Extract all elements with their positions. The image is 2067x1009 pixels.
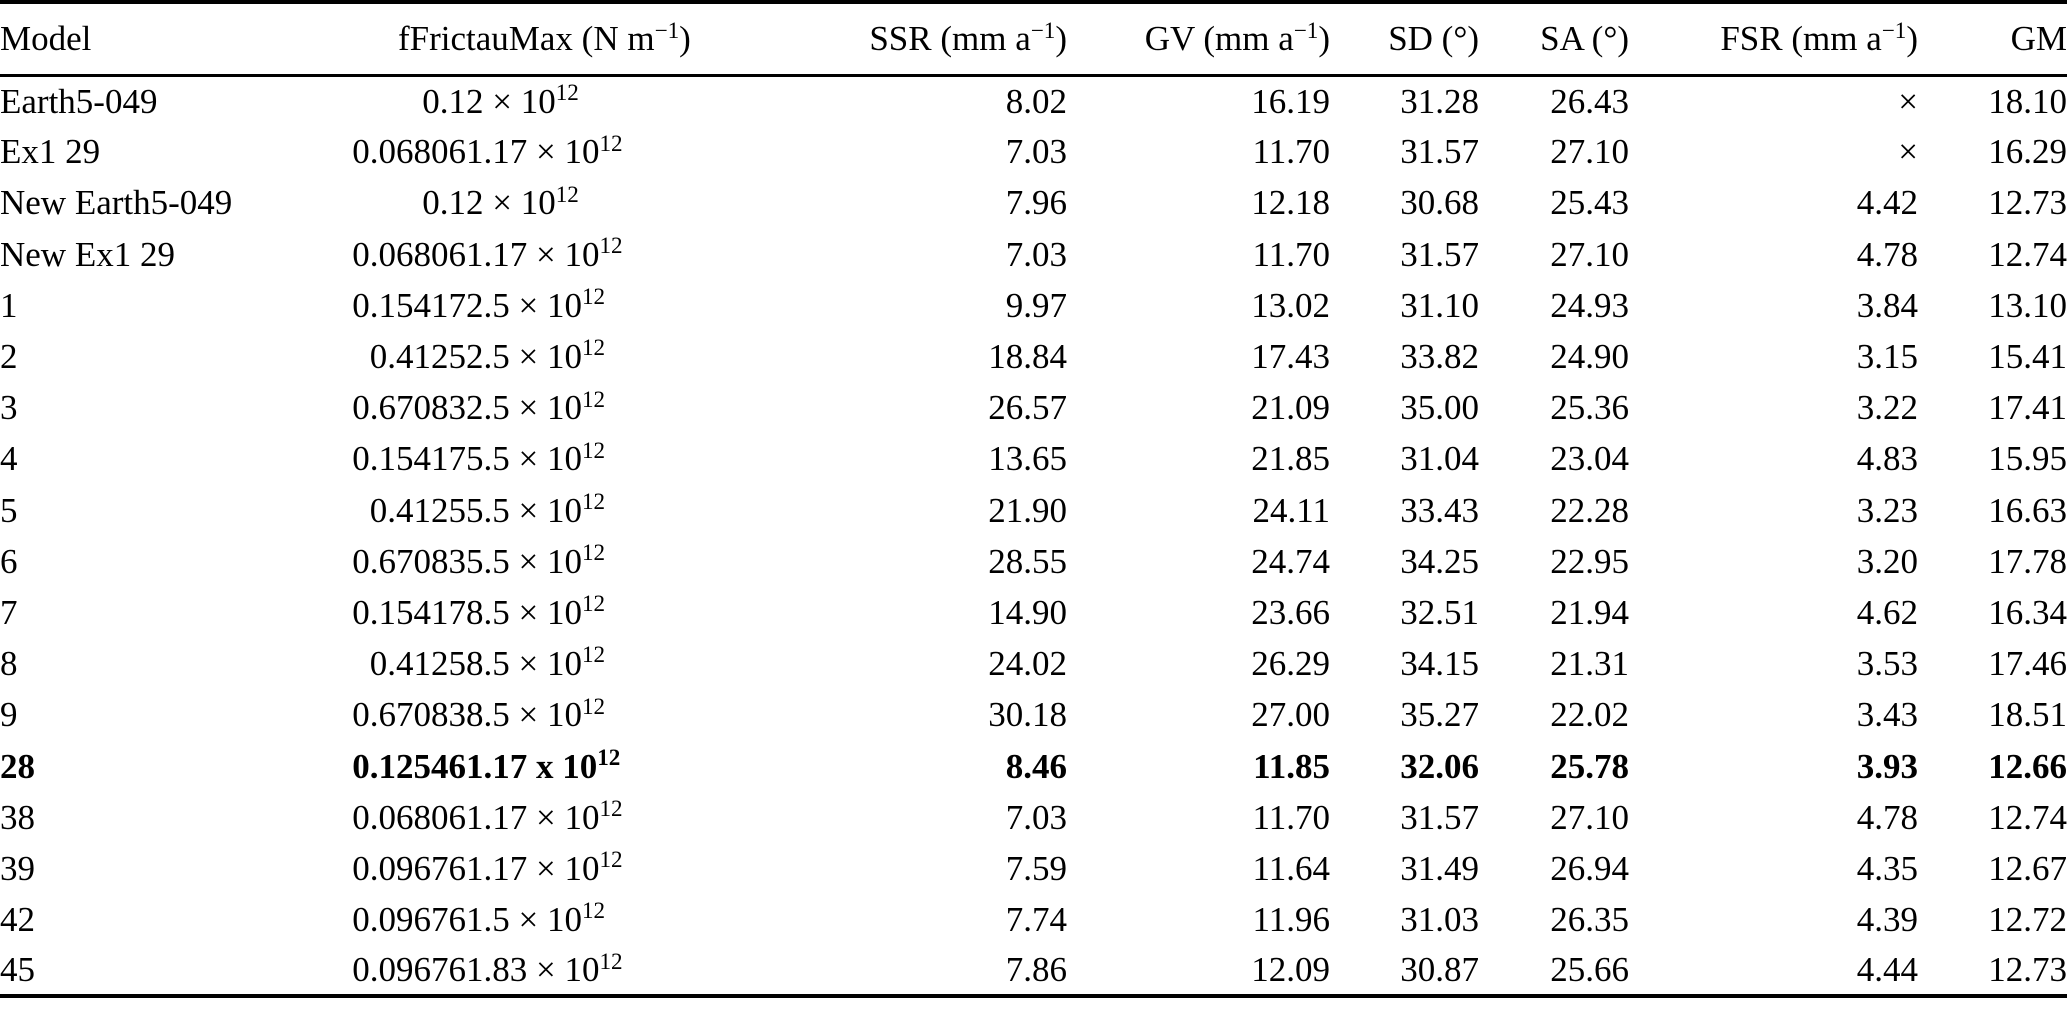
- superscript: 12: [599, 795, 623, 822]
- value-cell: $2 \times 10^{12}$: [466, 79, 579, 121]
- value-cell: $1.83 \times 10^{12}$: [466, 947, 623, 990]
- value-cell: $8.5 \times 10^{12}$: [466, 692, 606, 735]
- table-row: [0, 229, 2067, 280]
- value-cell: 0.15417: [352, 439, 466, 479]
- value-cell: 12.74: [1988, 234, 2067, 274]
- value-cell: 18.51: [1988, 695, 2067, 735]
- value-cell: 13.02: [1251, 285, 1330, 325]
- value-cell: 1.17 x $10^{12}$: [466, 743, 621, 786]
- table-row: [0, 792, 2067, 843]
- value-cell: 27.10: [1550, 132, 1629, 172]
- superscript: 12: [582, 641, 606, 668]
- value-cell: $1.5 \times 10^{12}$: [466, 897, 606, 940]
- value-cell: 3.53: [1856, 644, 1918, 684]
- value-cell: 21.94: [1550, 592, 1629, 632]
- model-cell: 39: [0, 848, 35, 888]
- superscript: 12: [555, 79, 579, 106]
- value-cell: 0.4125: [369, 644, 466, 684]
- value-cell: 0.09676: [352, 900, 466, 940]
- value-cell: 35.00: [1400, 388, 1479, 428]
- value-cell: 31.04: [1400, 439, 1479, 479]
- model-cell: 1: [0, 285, 18, 325]
- value-cell: 7.86: [1005, 950, 1067, 990]
- value-cell: 26.57: [988, 388, 1067, 428]
- table-row: [0, 638, 2067, 689]
- value-cell: $5.5 \times 10^{12}$: [466, 539, 606, 581]
- value-cell: 24.90: [1550, 337, 1629, 377]
- value-cell: $2.5 \times 10^{12}$: [466, 283, 606, 325]
- value-cell: 21.85: [1251, 439, 1330, 479]
- value-cell: 12.67: [1988, 848, 2067, 888]
- value-cell: 14.90: [988, 592, 1067, 632]
- table-row: [0, 75, 2067, 126]
- column-header: GV (mm $a^{-1}$): [1144, 16, 1330, 59]
- table-row: [0, 382, 2067, 433]
- value-cell: 26.29: [1251, 644, 1330, 684]
- value-cell: 4.39: [1856, 900, 1918, 940]
- value-cell: 30.87: [1400, 950, 1479, 990]
- value-cell: $5.5 \times 10^{12}$: [466, 436, 606, 479]
- table-row: [0, 485, 2067, 536]
- value-cell: 3.20: [1856, 541, 1918, 581]
- superscript: 12: [582, 385, 606, 412]
- value-cell: $2 \times 10^{12}$: [466, 180, 579, 223]
- value-cell: 33.82: [1400, 337, 1479, 377]
- model-cell: 28: [0, 746, 35, 786]
- value-cell: 22.02: [1550, 695, 1629, 735]
- value-cell: ×: [1898, 81, 1918, 121]
- value-cell: 0.09676: [352, 848, 466, 888]
- value-cell: 4.78: [1856, 797, 1918, 837]
- table-row: [0, 280, 2067, 331]
- value-cell: 18.10: [1988, 81, 2067, 121]
- table-row: [0, 740, 2067, 791]
- table-row: [0, 126, 2067, 177]
- value-cell: 4.62: [1856, 592, 1918, 632]
- value-cell: 30.68: [1400, 183, 1479, 223]
- value-cell: 21.90: [988, 490, 1067, 530]
- value-cell: 13.10: [1988, 285, 2067, 325]
- value-cell: 27.10: [1550, 797, 1629, 837]
- value-cell: 32.06: [1400, 746, 1479, 786]
- superscript: 12: [582, 539, 606, 566]
- value-cell: 21.31: [1550, 644, 1629, 684]
- model-cell: 6: [0, 541, 18, 581]
- value-cell: 0.1: [422, 183, 466, 223]
- value-cell: 31.49: [1400, 848, 1479, 888]
- model-cell: 45: [0, 950, 35, 990]
- value-cell: 23.04: [1550, 439, 1629, 479]
- value-cell: 4.44: [1856, 950, 1918, 990]
- column-header: fFric: [397, 19, 466, 59]
- table-row: [0, 894, 2067, 945]
- column-header: SD (°): [1388, 19, 1479, 59]
- value-cell: 0.1: [422, 81, 466, 121]
- table-row: [0, 177, 2067, 228]
- value-cell: 13.65: [988, 439, 1067, 479]
- value-cell: 17.41: [1988, 388, 2067, 428]
- table-row: [0, 945, 2067, 996]
- value-cell: 17.78: [1988, 541, 2067, 581]
- value-cell: $8.5 \times 10^{12}$: [466, 590, 606, 632]
- value-cell: 18.84: [988, 337, 1067, 377]
- column-header: SA (°): [1540, 19, 1629, 59]
- column-header: Model: [0, 19, 92, 59]
- table-body: [0, 75, 2067, 996]
- value-cell: 7.03: [1005, 797, 1067, 837]
- value-cell: 17.46: [1988, 644, 2067, 684]
- value-cell: 3.93: [1856, 746, 1918, 786]
- value-cell: 4.83: [1856, 439, 1918, 479]
- value-cell: 31.03: [1400, 900, 1479, 940]
- value-cell: 24.02: [988, 644, 1067, 684]
- value-cell: 31.57: [1400, 132, 1479, 172]
- value-cell: 11.64: [1252, 848, 1330, 888]
- column-header: SSR (mm $a^{-1}$): [869, 16, 1067, 59]
- value-cell: 12.74: [1988, 797, 2067, 837]
- value-cell: 27.00: [1251, 695, 1330, 735]
- column-header: tauMax (N $m^{-1}$): [466, 16, 691, 59]
- superscript: 12: [597, 743, 621, 770]
- superscript: 12: [582, 436, 606, 463]
- value-cell: 4.78: [1856, 234, 1918, 274]
- column-header: GM: [2010, 19, 2067, 59]
- value-cell: 7.59: [1005, 848, 1067, 888]
- value-cell: 12.09: [1251, 950, 1330, 990]
- value-cell: 8.02: [1005, 81, 1067, 121]
- value-cell: 32.51: [1400, 592, 1479, 632]
- value-cell: 7.03: [1005, 234, 1067, 274]
- value-cell: 3.43: [1856, 695, 1918, 735]
- model-cell: 7: [0, 592, 18, 632]
- value-cell: $1.17 \times 10^{12}$: [466, 795, 623, 837]
- value-cell: 0.06806: [352, 797, 466, 837]
- value-cell: 16.63: [1988, 490, 2067, 530]
- value-cell: 12.73: [1988, 183, 2067, 223]
- value-cell: $2.5 \times 10^{12}$: [466, 334, 606, 377]
- value-cell: 17.43: [1251, 337, 1330, 377]
- value-cell: 21.09: [1251, 388, 1330, 428]
- model-cell: Earth5-049: [0, 81, 158, 121]
- value-cell: 25.43: [1550, 183, 1629, 223]
- value-cell: 3.23: [1856, 490, 1918, 530]
- superscript: 12: [582, 590, 606, 617]
- value-cell: 16.34: [1988, 592, 2067, 632]
- value-cell: 11.70: [1252, 132, 1330, 172]
- value-cell: 4.35: [1856, 848, 1918, 888]
- superscript: −1: [1030, 16, 1056, 43]
- value-cell: 16.29: [1988, 132, 2067, 172]
- header-row: [0, 2, 2067, 75]
- value-cell: 0.4125: [369, 490, 466, 530]
- superscript: 12: [599, 846, 623, 873]
- superscript: 12: [582, 897, 606, 924]
- value-cell: 26.43: [1550, 81, 1629, 121]
- value-cell: $5.5 \times 10^{12}$: [466, 487, 606, 530]
- value-cell: 16.19: [1251, 81, 1330, 121]
- value-cell: 0.06806: [352, 132, 466, 172]
- value-cell: 25.78: [1550, 746, 1629, 786]
- value-cell: 24.11: [1252, 490, 1330, 530]
- value-cell: 12.73: [1988, 950, 2067, 990]
- superscript: 12: [555, 180, 579, 207]
- value-cell: 4.42: [1856, 183, 1918, 223]
- value-cell: 0.67083: [352, 695, 466, 735]
- value-cell: 25.36: [1550, 388, 1629, 428]
- table-row: [0, 536, 2067, 587]
- superscript: 12: [599, 231, 623, 258]
- table-row: [0, 843, 2067, 894]
- value-cell: 30.18: [988, 695, 1067, 735]
- value-cell: 0.12546: [352, 746, 466, 786]
- superscript: 12: [599, 947, 623, 974]
- value-cell: 7.74: [1005, 900, 1067, 940]
- value-cell: 31.10: [1400, 285, 1479, 325]
- value-cell: 22.28: [1550, 490, 1629, 530]
- value-cell: 0.4125: [369, 337, 466, 377]
- table-row: [0, 587, 2067, 638]
- value-cell: 12.66: [1988, 746, 2067, 786]
- value-cell: 31.28: [1400, 81, 1479, 121]
- value-cell: 27.10: [1550, 234, 1629, 274]
- model-cell: 2: [0, 337, 18, 377]
- value-cell: 26.94: [1550, 848, 1629, 888]
- value-cell: 0.06806: [352, 234, 466, 274]
- superscript: 12: [599, 129, 623, 156]
- table-row: [0, 433, 2067, 484]
- model-cell: 42: [0, 900, 35, 940]
- value-cell: 31.57: [1400, 234, 1479, 274]
- table-row: [0, 689, 2067, 740]
- value-cell: 7.96: [1005, 183, 1067, 223]
- value-cell: 3.84: [1856, 285, 1918, 325]
- value-cell: 8.46: [1005, 746, 1067, 786]
- superscript: −1: [1881, 16, 1907, 43]
- superscript: 12: [582, 487, 606, 514]
- value-cell: 0.09676: [352, 950, 466, 990]
- model-cell: 8: [0, 644, 18, 684]
- model-cell: New Earth5-049: [0, 183, 233, 223]
- value-cell: 24.74: [1251, 541, 1330, 581]
- model-cell: 38: [0, 797, 35, 837]
- table-row: [0, 331, 2067, 382]
- value-cell: 11.70: [1252, 797, 1330, 837]
- value-cell: 11.96: [1252, 900, 1330, 940]
- model-cell: New Ex1 29: [0, 234, 175, 274]
- value-cell: 0.15417: [352, 285, 466, 325]
- value-cell: 34.25: [1400, 541, 1479, 581]
- value-cell: 12.18: [1251, 183, 1330, 223]
- value-cell: 9.97: [1005, 285, 1067, 325]
- model-cell: 5: [0, 490, 18, 530]
- value-cell: 15.41: [1988, 337, 2067, 377]
- value-cell: 22.95: [1550, 541, 1629, 581]
- value-cell: $1.17 \times 10^{12}$: [466, 231, 623, 274]
- value-cell: 28.55: [988, 541, 1067, 581]
- value-cell: 0.67083: [352, 388, 466, 428]
- model-cell: 4: [0, 439, 18, 479]
- value-cell: 33.43: [1400, 490, 1479, 530]
- value-cell: $2.5 \times 10^{12}$: [466, 385, 606, 428]
- value-cell: 24.93: [1550, 285, 1629, 325]
- value-cell: $8.5 \times 10^{12}$: [466, 641, 606, 684]
- value-cell: 7.03: [1005, 132, 1067, 172]
- value-cell: 26.35: [1550, 900, 1629, 940]
- value-cell: 35.27: [1400, 695, 1479, 735]
- superscript: 12: [582, 692, 606, 719]
- value-cell: 12.72: [1988, 900, 2067, 940]
- value-cell: 11.85: [1253, 746, 1330, 786]
- superscript: −1: [1293, 16, 1319, 43]
- value-cell: 0.15417: [352, 592, 466, 632]
- superscript: 12: [582, 334, 606, 361]
- value-cell: $1.17 \times 10^{12}$: [466, 846, 623, 888]
- value-cell: ×: [1898, 132, 1918, 172]
- value-cell: 23.66: [1251, 592, 1330, 632]
- value-cell: 3.22: [1856, 388, 1918, 428]
- value-cell: 34.15: [1400, 644, 1479, 684]
- value-cell: 15.95: [1988, 439, 2067, 479]
- value-cell: 0.67083: [352, 541, 466, 581]
- model-cell: 3: [0, 388, 18, 428]
- value-cell: $1.17 \times 10^{12}$: [466, 129, 623, 172]
- value-cell: 11.70: [1252, 234, 1330, 274]
- value-cell: 3.15: [1856, 337, 1918, 377]
- column-header: FSR (mm $a^{-1}$): [1720, 16, 1918, 59]
- model-cell: 9: [0, 695, 18, 735]
- value-cell: 25.66: [1550, 950, 1629, 990]
- value-cell: 31.57: [1400, 797, 1479, 837]
- model-cell: Ex1 29: [0, 132, 101, 172]
- superscript: 12: [582, 283, 606, 310]
- superscript: −1: [654, 16, 680, 43]
